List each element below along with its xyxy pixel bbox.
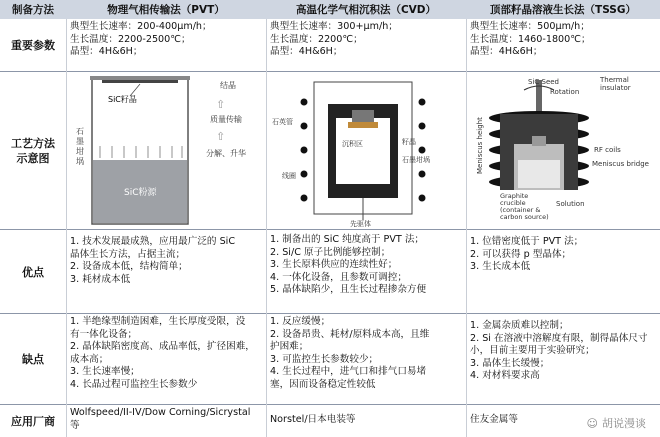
pvt-diagram [70,74,266,228]
tssg-rf-label: RF coils [594,146,621,154]
tssg-thermal-label: insulator [600,84,631,92]
pros-cvd-line: 1. 制备出的 SiC 纯度高于 PVT 法； [270,234,425,245]
pros-cvd-line: 4. 一体化设备，且参数可调控； [270,271,407,283]
tssg-bridge-label: Meniscus bridge [592,160,649,168]
pvt-crucible-label: 墨 [76,137,84,146]
cons-cvd-line: 护困难； [270,341,309,353]
watermark-text: 胡说漫谈 [602,417,646,430]
pros-tssg-line: 2. 可以获得 p 型晶体； [470,248,572,260]
cvd-precursor-label: 先驱体 [350,220,371,228]
pvt-seed-shape [102,80,178,83]
params-pvt-line: 生长温度：2200-2500℃； [70,33,191,45]
tssg-height-label: Meniscus height [476,117,484,174]
params-pvt-line: 晶型：4H&6H； [70,46,143,58]
divider [0,71,660,72]
pvt-seed-label: SiC籽晶 [108,95,137,104]
column-divider [66,19,67,437]
cons-cvd-line: 4. 生长过程中，进气口和排气口易堵 [270,366,427,378]
vendors-tssg [470,414,518,427]
pros-tssg-line: 1. 位错密度低于 PVT 法； [470,236,584,247]
cons-pvt-line: 1. 半绝缘型制造困难，生长厚度受限，没 [70,316,246,327]
tssg-rotation-label: Rotation [550,88,580,96]
params-cvd-line: 晶型：4H&6H； [270,46,343,58]
cons-tssg-line: 1. 金属杂质难以控制； [470,320,569,331]
header-pvt: 物理气相传输法（PVT） [66,0,266,19]
pvt-arrow-up-icon: ⇧ [216,130,226,143]
row-label-diagram-line: 工艺方法 [11,136,55,150]
params-cvd [270,21,398,59]
vendors-cvd-line: Norstel/日本电装等 [270,414,356,425]
params-cvd-line: 典型生长速率：300+μm/h； [270,21,398,32]
cvd-seed-label: 籽晶 [402,138,416,146]
column-divider [266,19,267,437]
params-pvt-line: 典型生长速率：200-400μm/h； [70,21,212,32]
pvt-crucible-label: 埚 [76,157,84,166]
vendors-tssg-line: 住友金属等 [470,414,518,425]
divider [0,404,660,405]
cons-cvd-line: 2. 设备昂贵、耗材/原料成本高，且维 [270,328,430,340]
pros-cvd-line: 2. Si/C 原子比例能够控制； [270,246,391,258]
cons-pvt-line: 有一体化设备； [70,328,138,340]
pvt-crystal-label: 结晶 [220,81,236,90]
pvt-powder-label: SiC粉源 [124,188,157,198]
tssg-diagram [470,74,658,228]
params-cvd-line: 生长温度：2200℃； [270,33,363,45]
cons-tssg [470,320,648,383]
pros-pvt-line: 1. 技术发展最成熟，应用最广泛的 SiC [70,236,236,247]
vendors-pvt-line: Wolfspeed/II-IV/Dow Corning/Sicrystal [70,407,251,418]
row-label-pros: 优点 [22,265,44,279]
row-label-params: 重要参数 [11,39,55,52]
pros-cvd-line: 5. 晶体缺陷少，且生长过程掺杂方便 [270,284,427,296]
params-tssg-line: 晶型：4H&6H； [470,46,543,58]
cons-pvt-line: 4. 长晶过程可监控生长参数少 [70,378,198,390]
header-method: 制备方法 [0,0,66,19]
pvt-crucible-label: 石 [76,127,84,136]
params-tssg [470,21,591,59]
pvt-decompose-label: 分解、升华 [206,149,246,158]
tssg-graphite-label: crucible [500,199,526,207]
params-tssg-line: 生长温度：1460-1800℃； [470,33,591,45]
tssg-solution-label: Solution [556,200,585,208]
tssg-thermal-label: Thermal [600,76,629,84]
pros-pvt-line: 2. 设备成本低，结构简单； [70,261,188,273]
column-divider [466,19,467,437]
cvd-coil-label: 线圈 [282,172,296,180]
pvt-crucible-lid [90,76,190,80]
divider [0,229,660,230]
row-label-diagram-line: 示意图 [16,151,50,165]
vendors-cvd [270,414,356,427]
cvd-seed-shape [348,122,378,128]
params-pvt [70,21,212,59]
pvt-crucible-label: 坩 [76,147,84,156]
cons-cvd-line: 塞，因而设备稳定性较低 [270,378,376,390]
tssg-seed-label: SiC Seed [528,78,560,86]
pvt-arrow-up-icon: ⇧ [216,98,226,111]
vendors-pvt [70,407,250,432]
cons-tssg-line: 4. 对材料要求高 [470,370,540,382]
vendors-pvt-line: 等 [70,419,80,431]
header-tssg: 顶部籽晶溶液生长法（TSSG） [466,0,660,19]
cvd-crucible-label: 石墨坩埚 [402,156,430,164]
pros-cvd-line: 3. 生长原料供应的连续性好； [270,259,398,271]
pros-pvt [70,236,235,286]
tssg-graphite-label: carbon source) [500,213,549,221]
cons-tssg-line: 小，目前主要用于实验研究； [470,345,595,357]
pros-tssg-line: 3. 生长成本低 [470,261,531,273]
pros-pvt-line: 晶体生长方法，占据主流； [70,248,186,260]
cons-tssg-line: 2. Si 在溶液中溶解度有限，制得晶体尺寸 [470,332,648,344]
wechat-icon: ☺ [586,416,598,430]
cons-pvt-line: 成本高； [70,353,109,365]
tssg-graphite-label: Graphite [500,192,529,200]
cvd-diagram [270,74,466,228]
header-cvd: 高温化学气相沉积法（CVD） [266,0,466,19]
cvd-seed-holder [352,110,374,122]
pros-tssg [470,236,583,274]
watermark [587,415,646,431]
pvt-transport-label: 质量传输 [210,115,242,124]
divider [0,313,660,314]
params-tssg-line: 典型生长速率：500μm/h； [470,21,590,32]
pros-pvt-line: 3. 耗材成本低 [70,273,131,285]
cons-pvt-line: 3. 生长速率慢； [70,366,140,378]
cons-pvt-line: 2. 晶体缺陷密度高、成品率低，扩径困难， [70,341,255,353]
cvd-deposition-label: 沉积区 [342,140,363,148]
tssg-solution-shape [518,160,560,188]
row-label-diagram [0,72,66,229]
pros-cvd [270,234,426,297]
cons-cvd [270,316,429,392]
cvd-tube-label: 石英管 [272,118,293,126]
cons-cvd-line: 3. 可监控生长参数较少； [270,353,379,365]
cons-pvt [70,316,255,392]
row-label-cons: 缺点 [22,353,44,366]
tssg-seed-shape [532,136,546,146]
row-label-vendors: 应用厂商 [11,415,55,428]
cons-tssg-line: 3. 晶体生长缓慢； [470,357,550,369]
tssg-graphite-label: (container & [500,206,541,214]
cons-cvd-line: 1. 反应缓慢； [270,316,331,327]
